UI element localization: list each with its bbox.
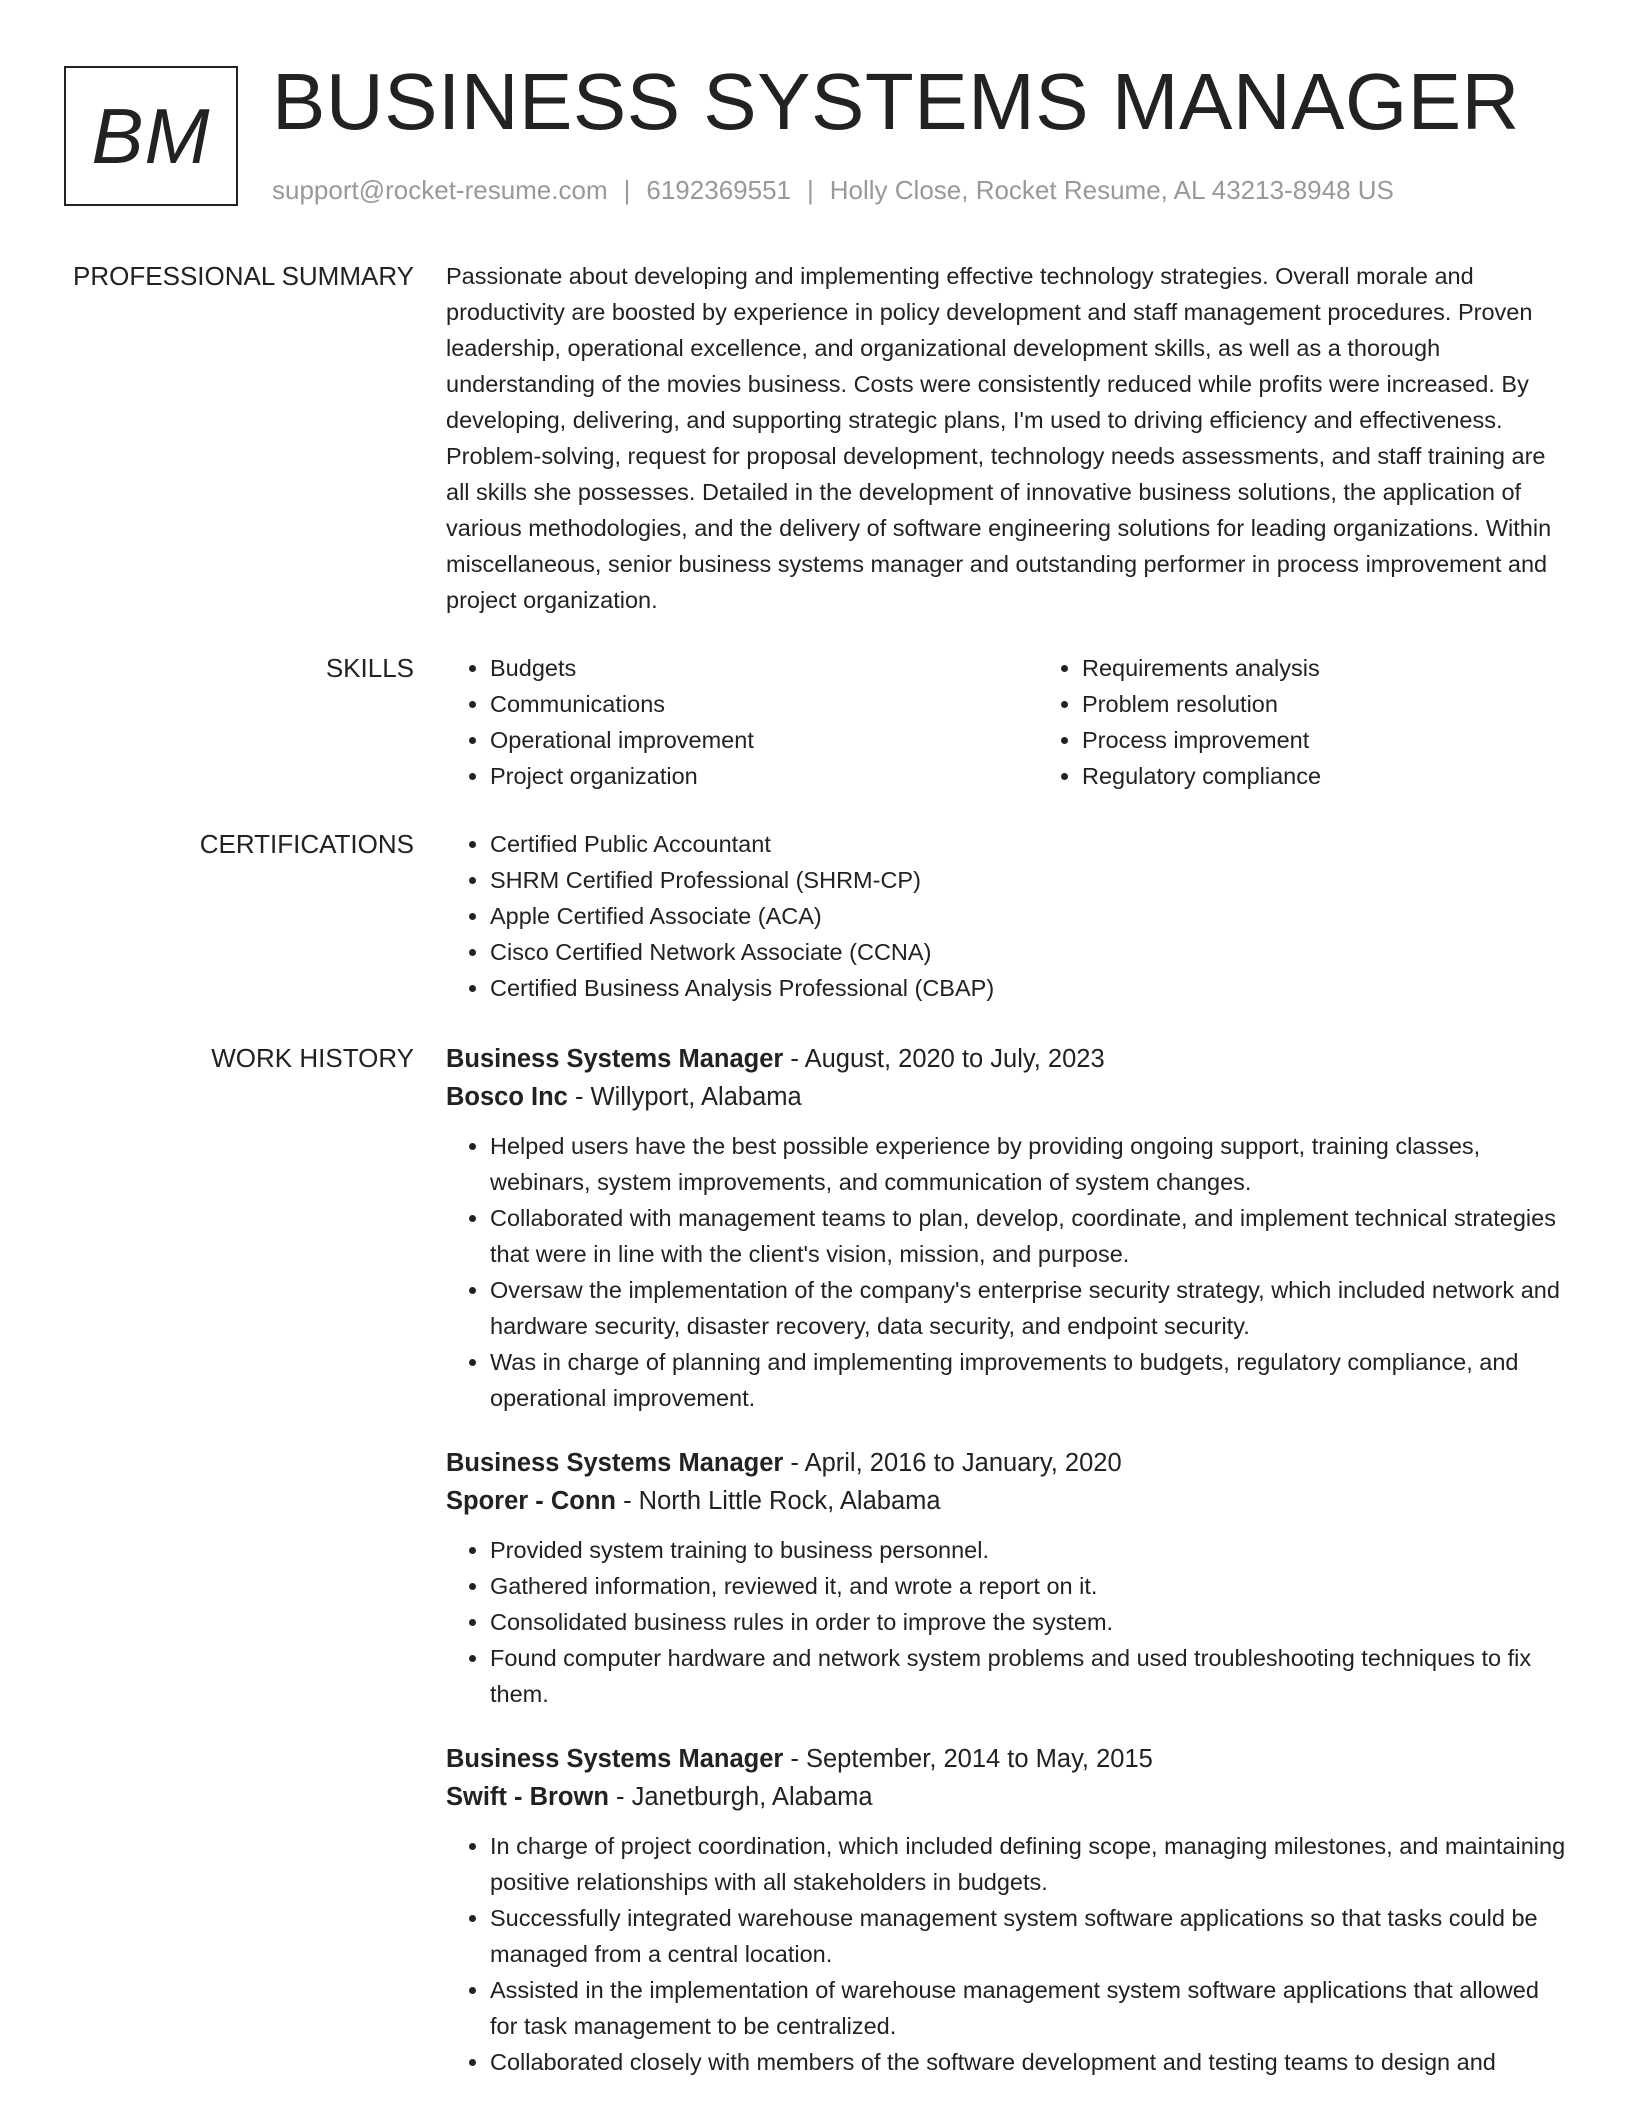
job-role: Business Systems Manager xyxy=(446,1045,784,1073)
skills-list-right xyxy=(1038,650,1630,794)
job-entry xyxy=(446,1444,1566,1712)
job-company: Swift - Brown xyxy=(446,1783,609,1811)
job-location: - Janetburgh, Alabama xyxy=(608,1783,873,1811)
job-dates: - September, 2014 to May, 2015 xyxy=(783,1745,1153,1773)
job-duty: • Assisted in the implementation of warehouse management system software applications that allowed for task management to be centralized. xyxy=(490,1972,1566,2044)
work-history-body xyxy=(446,1040,1566,2108)
job-company-line xyxy=(446,1482,1566,1520)
job-duty: • Collaborated with management teams to plan, develop, coordinate, and implement technical strategies that were in line with the client's vision, mission, and purpose. xyxy=(490,1200,1566,1272)
job-company: Sporer - Conn xyxy=(446,1487,616,1515)
certifications-list xyxy=(446,826,1566,1006)
job-duty: • Gathered information, reviewed it, and wrote a report on it. xyxy=(490,1568,1566,1604)
skill-item: • Regulatory compliance xyxy=(1082,758,1630,794)
job-duties-list xyxy=(446,1532,1566,1712)
job-title-line xyxy=(446,1444,1566,1482)
job-location: - North Little Rock, Alabama xyxy=(616,1487,941,1515)
job-entry xyxy=(446,1740,1566,2080)
skill-item: • Process improvement xyxy=(1082,722,1630,758)
contact-separator: | xyxy=(623,175,631,205)
contact-address: Holly Close, Rocket Resume, AL 43213-8948 US xyxy=(829,175,1394,205)
certification-item: • Apple Certified Associate (ACA) xyxy=(490,898,1566,934)
job-location: - Willyport, Alabama xyxy=(567,1083,802,1111)
job-dates: - April, 2016 to January, 2020 xyxy=(783,1449,1122,1477)
skills-grid xyxy=(446,650,1566,794)
skills-list-left xyxy=(446,650,1038,794)
certification-item: • Cisco Certified Network Associate (CCNA) xyxy=(490,934,1566,970)
job-duty: • Oversaw the implementation of the company's enterprise security strategy, which included network and hardware security, disaster recovery, data security, and endpoint security. xyxy=(490,1272,1566,1344)
job-company: Bosco Inc xyxy=(446,1083,568,1111)
job-entry xyxy=(446,1040,1566,1416)
job-duty: • Consolidated business rules in order to improve the system. xyxy=(490,1604,1566,1640)
work-history-heading: WORK HISTORY xyxy=(211,1043,414,1073)
job-duty: • Was in charge of planning and implementing improvements to budgets, regulatory compliance, and operational improvement. xyxy=(490,1344,1566,1416)
contact-email[interactable]: support@rocket-resume.com xyxy=(272,175,608,205)
skill-item: • Problem resolution xyxy=(1082,686,1630,722)
skill-item: • Project organization xyxy=(490,758,1038,794)
job-title-line xyxy=(446,1740,1566,1778)
contact-line xyxy=(272,174,1394,206)
certification-item: • Certified Business Analysis Professional (CBAP) xyxy=(490,970,1566,1006)
job-duties-list xyxy=(446,1828,1566,2080)
job-role: Business Systems Manager xyxy=(446,1449,784,1477)
summary-text: Passionate about developing and implementing effective technology strategies. Overall morale and productivity are boosted by experience in policy development and staff management procedures. Proven leadership, operational excellence, and organizational development skills, as well as a thorough understanding of the movies business. Costs were consistently reduced while profits were increased. By developing, delivering, and supporting strategic plans, I'm used to driving efficiency and effectiveness. Problem-solving, request for proposal development, technology needs assessments, and staff training are all skills she possesses. Detailed in the development of innovative business solutions, the application of various methodologies, and the delivery of software engineering solutions for leading organizations. Within miscellaneous, senior business systems manager and outstanding performer in process improvement and project organization. xyxy=(446,263,1552,613)
skill-item: • Requirements analysis xyxy=(1082,650,1630,686)
certifications-heading: CERTIFICATIONS xyxy=(199,829,414,859)
certification-item: • Certified Public Accountant xyxy=(490,826,1566,862)
skills-heading: SKILLS xyxy=(325,653,414,683)
job-dates: - August, 2020 to July, 2023 xyxy=(783,1045,1105,1073)
skill-item: • Operational improvement xyxy=(490,722,1038,758)
job-duty: • Collaborated closely with members of the software development and testing teams to design and xyxy=(490,2044,1566,2080)
job-duty: • In charge of project coordination, which included defining scope, managing milestones, and maintaining positive relationships with all stakeholders in budgets. xyxy=(490,1828,1566,1900)
page-title: BUSINESS SYSTEMS MANAGER xyxy=(272,57,1520,146)
job-duties-list xyxy=(446,1128,1566,1416)
job-duty: • Successfully integrated warehouse management system software applications so that tasks could be managed from a central location. xyxy=(490,1900,1566,1972)
skills-body xyxy=(446,650,1566,794)
job-title-line xyxy=(446,1040,1566,1078)
summary-heading: PROFESSIONAL SUMMARY xyxy=(73,261,414,291)
job-company-line xyxy=(446,1778,1566,1816)
job-company-line xyxy=(446,1078,1566,1116)
contact-phone[interactable]: 6192369551 xyxy=(646,175,791,205)
certification-item: • SHRM Certified Professional (SHRM-CP) xyxy=(490,862,1566,898)
job-duty: • Provided system training to business personnel. xyxy=(490,1532,1566,1568)
certifications-body xyxy=(446,826,1566,1006)
skill-item: • Budgets xyxy=(490,650,1038,686)
monogram-logo: BM xyxy=(64,66,238,206)
job-role: Business Systems Manager xyxy=(446,1745,784,1773)
job-duty: • Helped users have the best possible experience by providing ongoing support, training classes, webinars, system improvements, and communication of system changes. xyxy=(490,1128,1566,1200)
contact-separator: | xyxy=(807,175,814,205)
skill-item: • Communications xyxy=(490,686,1038,722)
job-duty: • Found computer hardware and network system problems and used troubleshooting techniques to fix them. xyxy=(490,1640,1566,1712)
